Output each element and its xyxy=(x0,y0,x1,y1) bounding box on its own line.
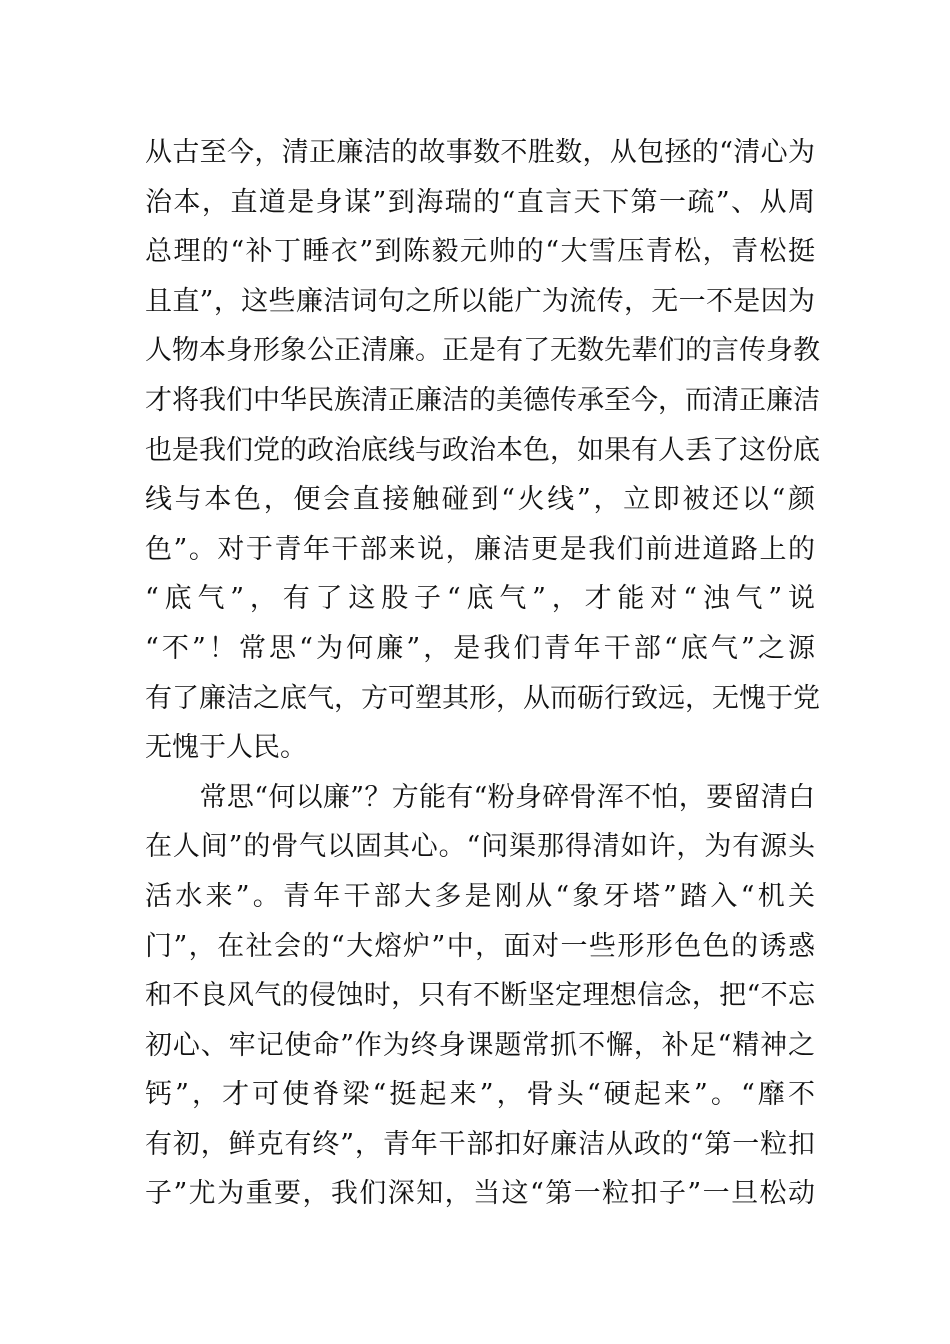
text-line: 且直”，这些廉洁词句之所以能广为流传，无一不是因为 xyxy=(145,285,815,317)
document-body xyxy=(145,128,820,1219)
text-line: 在人间”的骨气以固其心。“问渠那得清如许，为有源头 xyxy=(145,831,815,863)
text-line: 有了廉洁之底气，方可塑其形，从而砺行致远，无愧于党 xyxy=(145,682,820,714)
text-line: 人物本身形象公正清廉。正是有了无数先辈们的言传身教 xyxy=(145,335,820,367)
text-line: 才将我们中华民族清正廉洁的美德传承至今，而清正廉洁 xyxy=(145,384,820,416)
text-line: 子”尤为重要，我们深知，当这“第一粒扣子”一旦松动 xyxy=(145,1178,815,1210)
text-line: 有初，鲜克有终”，青年干部扣好廉洁从政的“第一粒扣 xyxy=(145,1128,815,1160)
text-line: 也是我们党的政治底线与政治本色，如果有人丢了这份底 xyxy=(145,434,820,466)
text-line: 活水来”。青年干部大多是刚从“象牙塔”踏入“机关 xyxy=(145,880,815,912)
text-line: “不”！常思“为何廉”，是我们青年干部“底气”之源 xyxy=(145,632,815,664)
text-line: 治本，直道是身谋”到海瑞的“直言天下第一疏”、从周 xyxy=(145,186,815,218)
text-line: 和不良风气的侵蚀时，只有不断坚定理想信念，把“不忘 xyxy=(145,980,815,1012)
text-line: 色”。对于青年干部来说，廉洁更是我们前进道路上的 xyxy=(145,533,815,565)
text-line: “底气”，有了这股子“底气”，才能对“浊气”说 xyxy=(145,583,815,615)
paragraph-end-line: 无愧于人民。 xyxy=(145,732,307,764)
paragraph-first-line: 常思“何以廉”？方能有“粉身碎骨浑不怕，要留清白 xyxy=(145,781,815,813)
text-line: 线与本色，便会直接触碰到“火线”，立即被还以“颜 xyxy=(145,484,815,516)
text-line: 钙”，才可使脊梁“挺起来”，骨头“硬起来”。“靡不 xyxy=(145,1079,815,1111)
text-line: 门”，在社会的“大熔炉”中，面对一些形形色色的诱惑 xyxy=(145,930,815,962)
text-line: 初心、牢记使命”作为终身课题常抓不懈，补足“精神之 xyxy=(145,1029,815,1061)
text-line: 从古至今，清正廉洁的故事数不胜数，从包拯的“清心为 xyxy=(145,137,815,168)
text-line: 总理的“补丁睡衣”到陈毅元帅的“大雪压青松，青松挺 xyxy=(145,236,815,268)
